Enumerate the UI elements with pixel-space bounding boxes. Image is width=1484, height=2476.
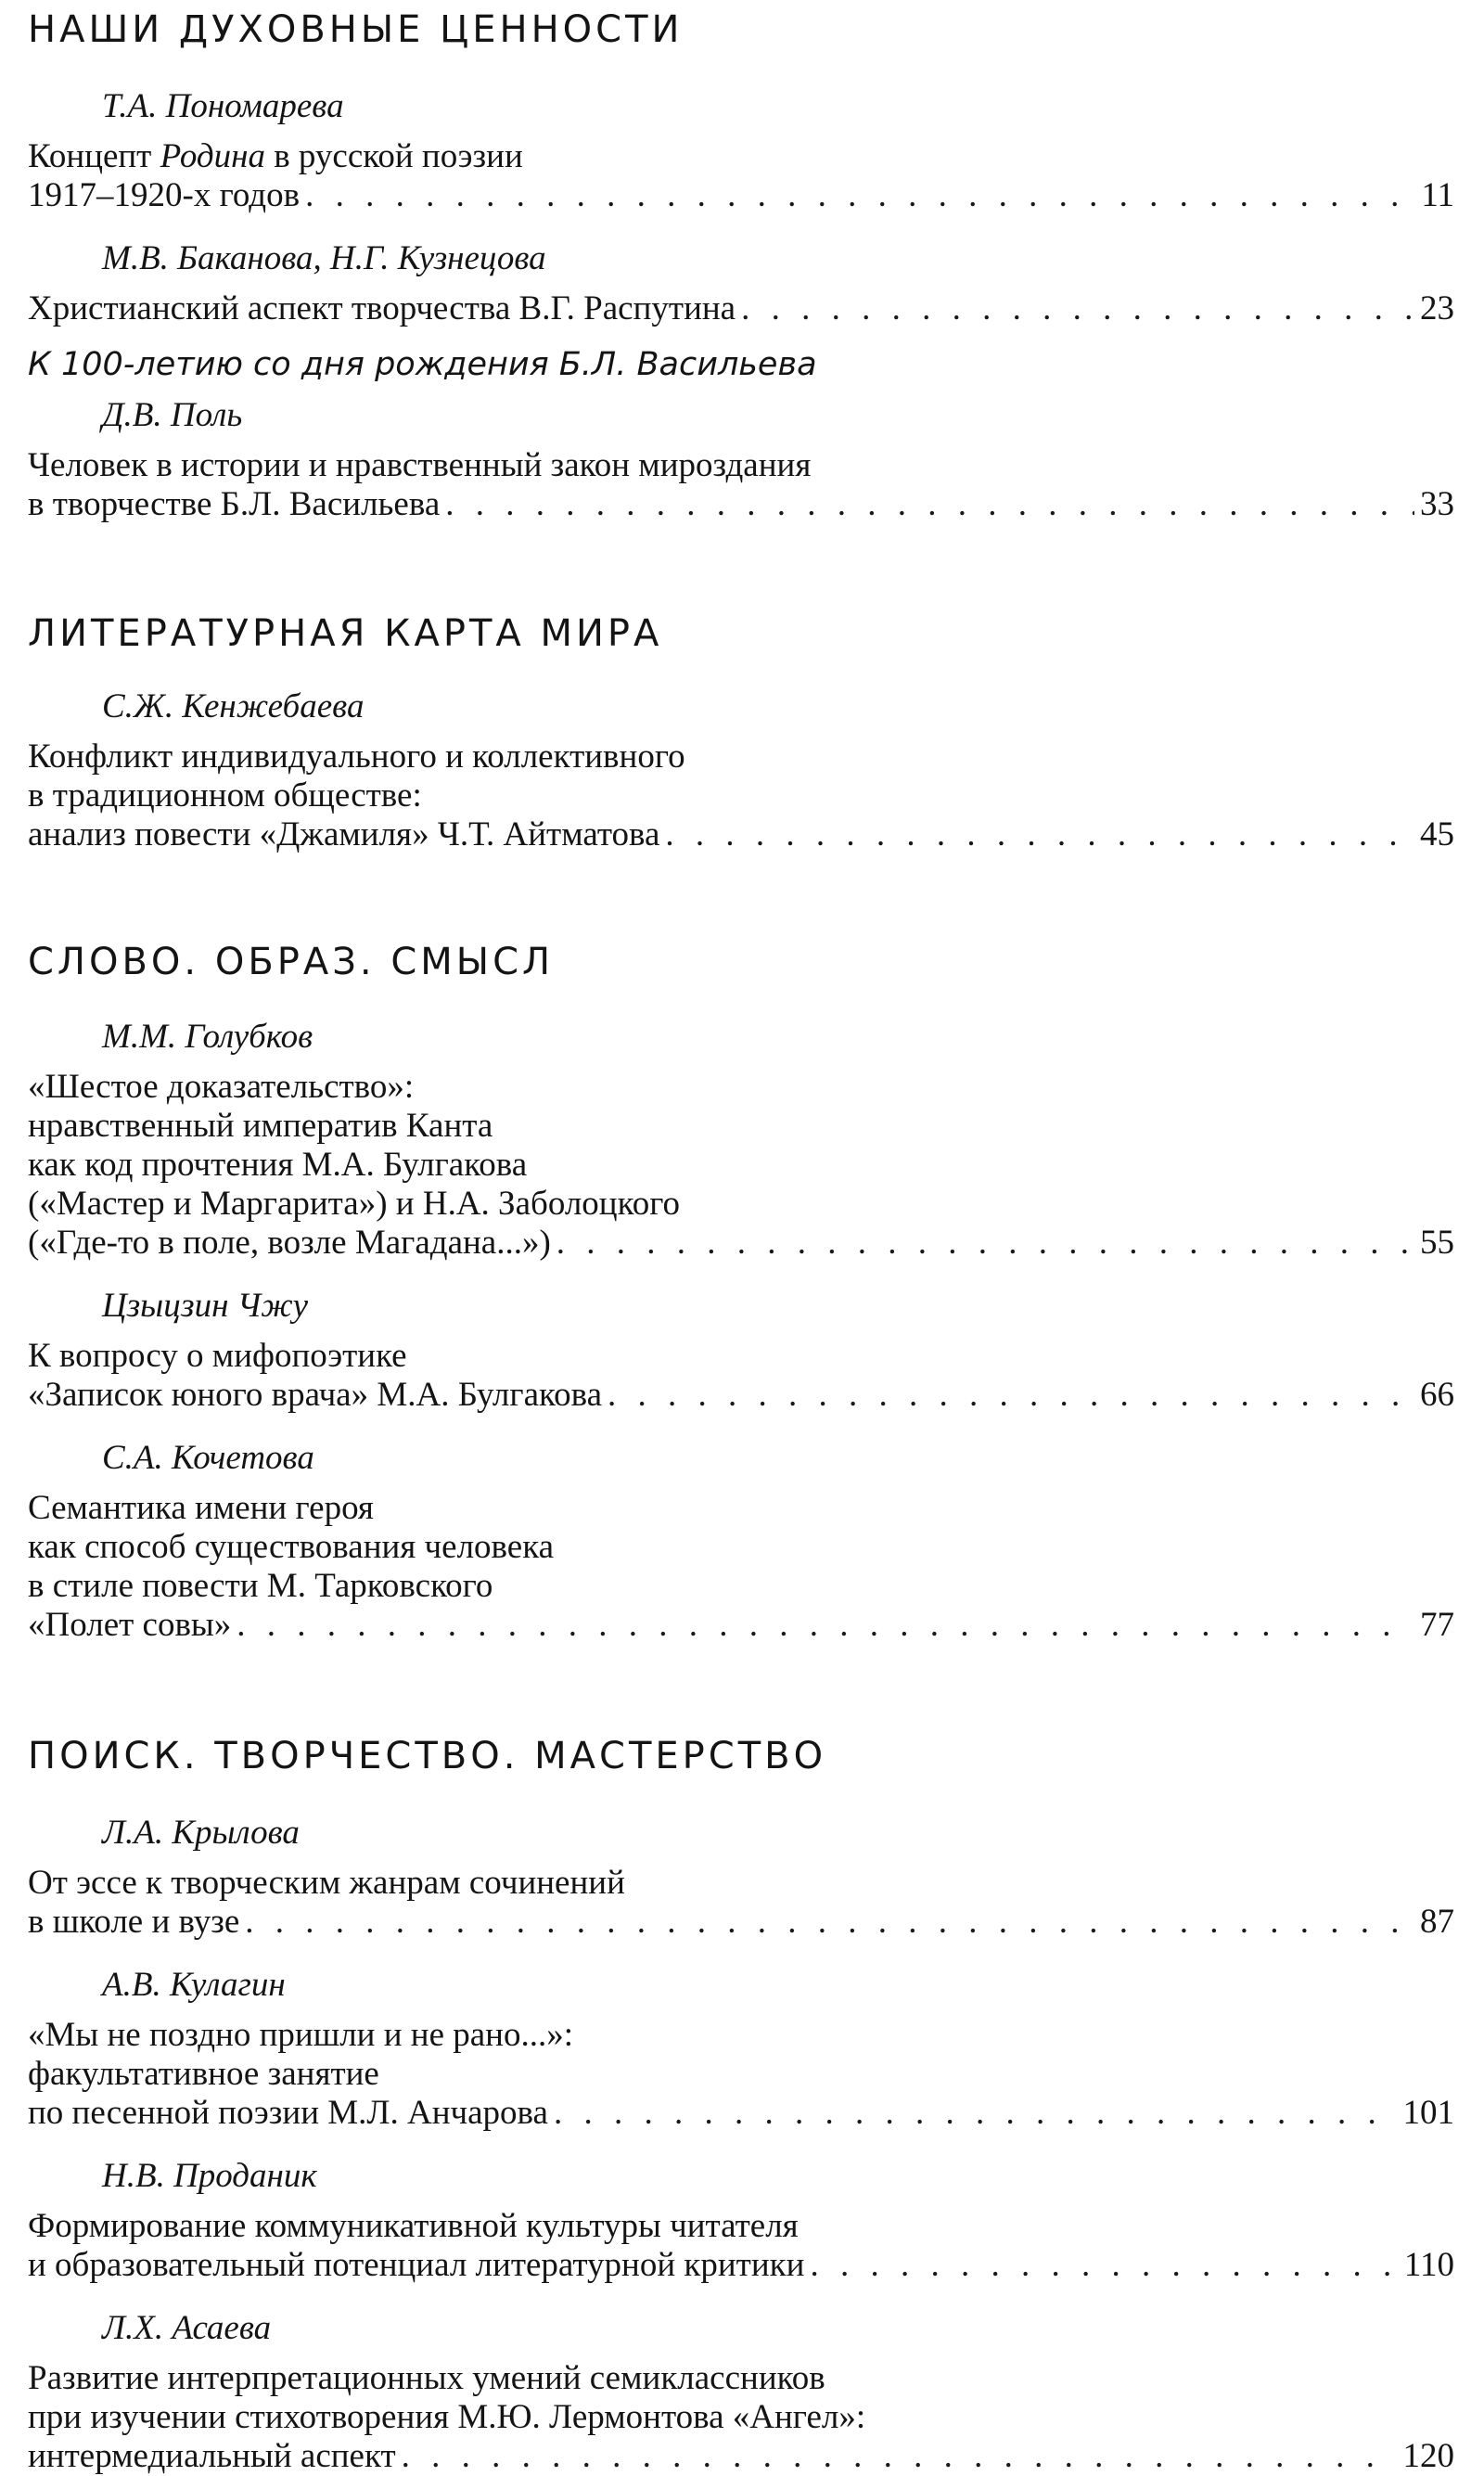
dot-leader xyxy=(237,1606,1414,1645)
entry-author: Н.В. Проданик xyxy=(102,2157,317,2195)
entry-title-line: и образовательный потенциал литературной критики . . . 110 xyxy=(28,2246,1454,2285)
entry-title-line: Человек в истории и нравственный закон мироздания xyxy=(28,446,812,484)
entry-title-line: «Полет совы» . . . 77 xyxy=(28,1606,1454,1645)
entry-page-number: 120 xyxy=(1402,2437,1454,2475)
section-heading: ПОИСК. ТВОРЧЕСТВО. МАСТЕРСТВО xyxy=(28,1735,827,1777)
entry-author: Т.А. Пономарева xyxy=(102,87,344,125)
entry-title-line: Концепт Родина в русской поэзии xyxy=(28,137,523,175)
entry-title-line: «Шестое доказательство»: xyxy=(28,1068,415,1106)
entry-title-line: Христианский аспект творчества В.Г. Распутина . . . 23 xyxy=(28,289,1454,328)
entry-title-line: как код прочтения М.А. Булгакова xyxy=(28,1146,528,1184)
entry-author: С.А. Кочетова xyxy=(102,1439,314,1477)
entry-title-line: 1917–1920-х годов . . . 11 xyxy=(28,176,1454,215)
dot-leader xyxy=(741,289,1414,328)
toc-entry[interactable] xyxy=(28,396,1454,524)
toc-entry[interactable] xyxy=(28,239,1454,328)
entry-title-line: нравственный императив Канта xyxy=(28,1107,493,1145)
section-heading: СЛОВО. ОБРАЗ. СМЫСЛ xyxy=(28,941,555,983)
toc-entry[interactable] xyxy=(28,1018,1454,1263)
dot-leader xyxy=(402,2437,1398,2476)
entry-page-number: 55 xyxy=(1420,1224,1454,1262)
entry-title-line: Формирование коммуникативной культуры читателя xyxy=(28,2207,799,2245)
toc-entry[interactable] xyxy=(28,1287,1454,1415)
toc-section xyxy=(28,1726,1454,2476)
section-heading: ЛИТЕРАТУРНАЯ КАРТА МИРА xyxy=(28,612,663,655)
entry-title-line: «Мы не поздно пришли и не рано...»: xyxy=(28,2016,573,2054)
entry-page-number: 33 xyxy=(1420,485,1454,523)
toc-entry[interactable] xyxy=(28,1439,1454,1645)
entry-author: Л.Х. Асаева xyxy=(102,2309,272,2347)
dot-leader xyxy=(445,485,1414,524)
entry-title-line: по песенной поэзии М.Л. Анчарова . . . 101 xyxy=(28,2094,1454,2133)
entry-page-number: 45 xyxy=(1420,815,1454,853)
toc-entry[interactable] xyxy=(28,687,1454,854)
toc-entry[interactable] xyxy=(28,2157,1454,2285)
entry-title-line: факультативное занятие xyxy=(28,2055,379,2093)
toc-entry[interactable] xyxy=(28,2309,1454,2476)
entry-page-number: 11 xyxy=(1421,176,1454,214)
dot-leader xyxy=(556,1224,1414,1263)
entry-author: М.В. Баканова, Н.Г. Кузнецова xyxy=(102,239,546,277)
entry-page-number: 87 xyxy=(1420,1903,1454,1941)
subsection-heading: К 100-летию со дня рождения Б.Л. Васильева xyxy=(28,346,817,383)
entry-page-number: 23 xyxy=(1420,289,1454,327)
entry-title-line: в традиционном обществе: xyxy=(28,776,422,815)
entry-title-line: в творчестве Б.Л. Васильева . . . 33 xyxy=(28,485,1454,524)
entry-page-number: 101 xyxy=(1402,2094,1454,2132)
entry-author: С.Ж. Кенжебаева xyxy=(102,687,365,725)
entry-title-line: анализ повести «Джамиля» Ч.Т. Айтматова . . . 45 xyxy=(28,815,1454,854)
entry-author: Д.В. Поль xyxy=(102,396,243,434)
entry-title-line: («Мастер и Маргарита») и Н.А. Заболоцкого xyxy=(28,1185,680,1223)
dot-leader xyxy=(608,1376,1414,1415)
dot-leader xyxy=(665,815,1414,854)
dot-leader xyxy=(554,2094,1398,2133)
entry-title-line: как способ существования человека xyxy=(28,1528,555,1566)
entry-author: Цзыцзин Чжу xyxy=(102,1287,309,1325)
dot-leader xyxy=(245,1903,1414,1942)
entry-author: А.В. Кулагин xyxy=(102,1966,286,2004)
toc-section xyxy=(28,932,1454,1645)
entry-page-number: 77 xyxy=(1420,1606,1454,1644)
entry-author: Л.А. Крылова xyxy=(102,1814,300,1852)
entry-title-line: Семантика имени героя xyxy=(28,1489,374,1527)
section-heading: НАШИ ДУХОВНЫЕ ЦЕННОСТИ xyxy=(28,8,684,51)
entry-title-line: От эссе к творческим жанрам сочинений xyxy=(28,1864,625,1902)
dot-leader xyxy=(305,176,1415,215)
entry-page-number: 66 xyxy=(1420,1376,1454,1414)
entry-title-line: Развитие интерпретационных умений семиклассников xyxy=(28,2359,825,2397)
entry-page-number: 110 xyxy=(1403,2246,1454,2284)
entry-title-line: при изучении стихотворения М.Ю. Лермонтова «Ангел»: xyxy=(28,2398,866,2436)
toc-section xyxy=(28,0,1454,524)
toc-entry[interactable] xyxy=(28,1966,1454,2133)
toc-section xyxy=(28,604,1454,854)
toc-entry[interactable] xyxy=(28,87,1454,215)
entry-title-line: в стиле повести М. Тарковского xyxy=(28,1567,493,1605)
dot-leader xyxy=(810,2246,1398,2285)
entry-title-line: («Где-то в поле, возле Магадана...») . . . 55 xyxy=(28,1224,1454,1263)
toc-entry[interactable] xyxy=(28,1814,1454,1942)
entry-title-line: «Записок юного врача» М.А. Булгакова . . . 66 xyxy=(28,1376,1454,1415)
entry-title-line: интермедиальный аспект . . . 120 xyxy=(28,2437,1454,2476)
entry-title-line: в школе и вузе . . . 87 xyxy=(28,1903,1454,1942)
entry-author: М.М. Голубков xyxy=(102,1018,313,1056)
entry-title-line: Конфликт индивидуального и коллективного xyxy=(28,738,685,776)
entry-title-line: К вопросу о мифопоэтике xyxy=(28,1337,407,1375)
